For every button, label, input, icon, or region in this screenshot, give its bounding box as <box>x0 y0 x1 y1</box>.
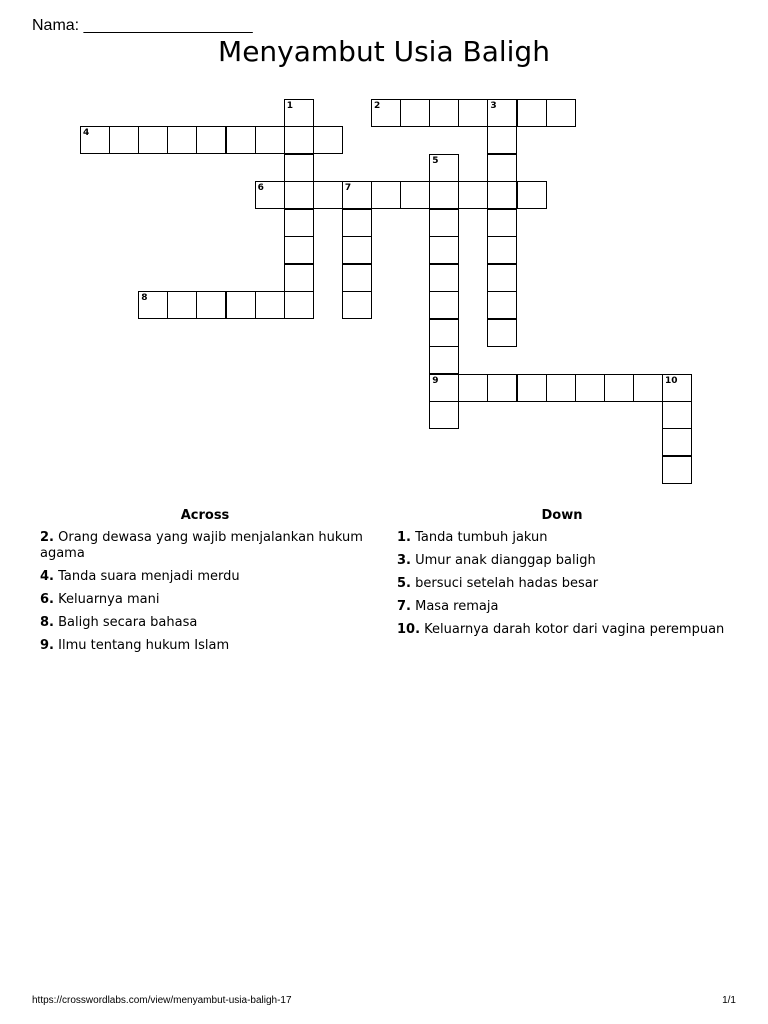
crossword-cell[interactable] <box>429 291 459 319</box>
across-clues <box>40 508 370 661</box>
footer-page-number: 1/1 <box>722 995 736 1006</box>
crossword-cell[interactable] <box>342 181 372 209</box>
crossword-cell[interactable] <box>342 291 372 319</box>
clue-number: 9. <box>40 638 54 653</box>
clue-across-4 <box>40 569 370 585</box>
clue-across-6 <box>40 592 370 608</box>
crossword-cell[interactable] <box>284 181 314 209</box>
crossword-cell[interactable] <box>458 99 488 127</box>
clue-text: Keluarnya mani <box>58 592 160 607</box>
clue-number: 8. <box>40 615 54 630</box>
crossword-cell[interactable] <box>284 264 314 292</box>
clue-number: 5. <box>397 576 411 591</box>
crossword-cell[interactable] <box>109 126 139 154</box>
clue-text: Ilmu tentang hukum Islam <box>58 638 230 653</box>
crossword-cell[interactable] <box>284 291 314 319</box>
crossword-cell[interactable] <box>575 374 605 402</box>
clue-down-7 <box>397 599 727 615</box>
cell-number: 10 <box>665 375 678 386</box>
crossword-cell[interactable] <box>284 209 314 237</box>
clue-across-9 <box>40 638 370 654</box>
cell-number: 3 <box>490 101 497 111</box>
clue-text: Tanda tumbuh jakun <box>415 530 548 545</box>
cell-number: 5 <box>432 155 439 166</box>
crossword-cell[interactable] <box>284 99 314 127</box>
cell-number: 7 <box>344 183 352 194</box>
crossword-cell[interactable] <box>458 181 488 209</box>
cell-number: 4 <box>83 128 90 139</box>
crossword-cell[interactable] <box>400 99 430 127</box>
crossword-cell[interactable] <box>546 374 576 402</box>
name-label: Nama: ___________________ <box>32 17 253 34</box>
crossword-grid <box>0 0 768 500</box>
crossword-cell[interactable] <box>342 209 372 237</box>
cell-number: 6 <box>257 183 264 194</box>
crossword-cell[interactable] <box>662 428 692 456</box>
cell-number: 2 <box>374 101 381 111</box>
clue-text: Masa remaja <box>415 599 499 614</box>
cell-number: 9 <box>432 375 439 386</box>
crossword-cell[interactable] <box>226 126 256 154</box>
crossword-cell[interactable] <box>196 126 226 154</box>
footer-url: https://crosswordlabs.com/view/menyambut-usia-baligh-17 <box>32 995 292 1006</box>
crossword-cell[interactable] <box>487 209 517 237</box>
crossword-cell[interactable] <box>284 126 314 154</box>
crossword-cell[interactable] <box>487 374 517 402</box>
crossword-cell[interactable] <box>138 291 168 319</box>
crossword-cell[interactable] <box>429 99 459 127</box>
crossword-cell[interactable] <box>226 291 256 319</box>
crossword-cell[interactable] <box>633 374 663 402</box>
clue-down-3 <box>397 553 727 569</box>
crossword-cell[interactable] <box>487 236 517 264</box>
clue-across-2 <box>40 530 370 562</box>
clue-text: Umur anak dianggap baligh <box>415 553 596 568</box>
crossword-cell[interactable] <box>429 401 459 429</box>
crossword-cell[interactable] <box>167 126 197 154</box>
crossword-cell[interactable] <box>371 99 401 127</box>
crossword-cell[interactable] <box>604 374 634 402</box>
crossword-cell[interactable] <box>662 456 692 484</box>
crossword-cell[interactable] <box>196 291 226 319</box>
down-clues <box>397 508 727 645</box>
crossword-cell[interactable] <box>487 181 517 209</box>
crossword-cell[interactable] <box>342 236 372 264</box>
clue-number: 10. <box>397 622 421 637</box>
crossword-cell[interactable] <box>429 209 459 237</box>
clue-text: Orang dewasa yang wajib menjalankan hukum agama <box>40 530 363 561</box>
clue-down-5 <box>397 576 727 592</box>
crossword-cell[interactable] <box>429 181 459 209</box>
crossword-cell[interactable] <box>80 126 110 154</box>
crossword-cell[interactable] <box>429 319 459 347</box>
cell-number: 1 <box>286 101 293 111</box>
crossword-cell[interactable] <box>487 319 517 347</box>
clue-number: 3. <box>397 553 411 568</box>
crossword-cell[interactable] <box>255 291 285 319</box>
crossword-cell[interactable] <box>313 126 343 154</box>
crossword-cell[interactable] <box>255 181 285 209</box>
crossword-cell[interactable] <box>487 99 517 127</box>
clue-number: 4. <box>40 569 54 584</box>
crossword-cell[interactable] <box>429 154 459 182</box>
crossword-cell[interactable] <box>284 154 314 182</box>
clue-number: 7. <box>397 599 411 614</box>
crossword-cell[interactable] <box>313 181 343 209</box>
crossword-cell[interactable] <box>487 126 517 154</box>
crossword-cell[interactable] <box>662 401 692 429</box>
cell-number: 8 <box>141 293 148 304</box>
crossword-cell[interactable] <box>517 374 547 402</box>
crossword-cell[interactable] <box>342 264 372 292</box>
crossword-cell[interactable] <box>487 154 517 182</box>
crossword-cell[interactable] <box>284 236 314 264</box>
clue-number: 6. <box>40 592 54 607</box>
crossword-cell[interactable] <box>400 181 430 209</box>
crossword-cell[interactable] <box>138 126 168 154</box>
crossword-cell[interactable] <box>167 291 197 319</box>
clue-down-1 <box>397 530 727 546</box>
crossword-cell[interactable] <box>371 181 401 209</box>
crossword-cell[interactable] <box>487 291 517 319</box>
crossword-cell[interactable] <box>429 236 459 264</box>
clue-text: Tanda suara menjadi merdu <box>58 569 240 584</box>
crossword-cell[interactable] <box>429 264 459 292</box>
crossword-cell[interactable] <box>662 374 692 402</box>
clue-number: 2. <box>40 530 54 545</box>
clue-text: Baligh secara bahasa <box>58 615 198 630</box>
crossword-cell[interactable] <box>458 374 488 402</box>
crossword-cell[interactable] <box>429 374 459 402</box>
crossword-cell[interactable] <box>546 99 576 127</box>
down-heading: Down <box>541 508 583 523</box>
across-heading: Across <box>180 508 230 523</box>
crossword-cell[interactable] <box>255 126 285 154</box>
clue-number: 1. <box>397 530 411 545</box>
page-title: Menyambut Usia Baligh <box>218 35 550 68</box>
clue-text: Keluarnya darah kotor dari vagina perempuan <box>424 622 725 637</box>
clue-across-8 <box>40 615 370 631</box>
crossword-cell[interactable] <box>429 346 459 374</box>
clue-down-10 <box>397 622 727 638</box>
crossword-cell[interactable] <box>517 99 547 127</box>
clue-text: bersuci setelah hadas besar <box>415 576 599 591</box>
crossword-cell[interactable] <box>517 181 547 209</box>
crossword-cell[interactable] <box>487 264 517 292</box>
